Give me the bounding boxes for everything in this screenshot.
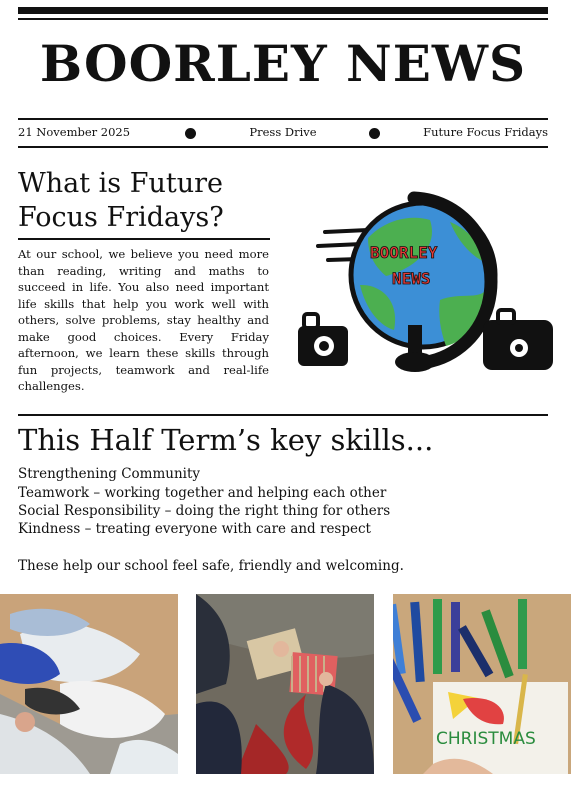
logo-line1: BOORLEY [370,243,438,262]
bullet-dot-icon [185,128,196,139]
skill-item: Strengthening Community [18,466,201,482]
skills-heading: This Half Term’s key skills... [18,423,434,457]
dateline-section: Press Drive [249,125,317,139]
masthead-title: BOORLEY NEWS [39,34,527,93]
bullet-dot-icon [369,128,380,139]
boorley-news-logo [290,180,560,380]
dateline-rule-top [18,118,548,120]
skills-rule [18,414,548,416]
intro-body: At our school, we believe you need more than reading, writing and maths to succeed in life. You also need important life skills that help you work well with others, solve problems, stay healthy and make good choices. Every Friday afternoon, we learn these skills through fun projects, teamwork and real-life challenges. [18,247,269,393]
masthead-rule-thin [18,18,548,20]
photo-christmas-card [393,594,571,774]
logo-line2: NEWS [392,269,431,288]
skill-item: Teamwork – working together and helping each other [18,485,387,501]
dateline-rule-bottom [18,146,548,148]
skill-item: Kindness – treating everyone with care and respect [18,521,371,537]
dateline-date: 21 November 2025 [18,125,131,139]
skill-item: Social Responsibility – doing the right thing for others [18,503,391,519]
photo-weaving-activity [196,594,374,774]
masthead-rule-thick [18,7,548,14]
photo-clothing-sorting [0,594,178,774]
intro-heading: What is Future Focus Fridays? [18,168,224,233]
camera-icon [483,310,553,370]
globe-icon [290,180,560,380]
intro-heading-rule [18,238,270,240]
card-text: CHRISTMAS [436,729,536,749]
skills-closing: These help our school feel safe, friendly and welcoming. [18,558,404,574]
camera-icon [298,314,348,366]
dateline-series: Future Focus Fridays [423,125,548,139]
